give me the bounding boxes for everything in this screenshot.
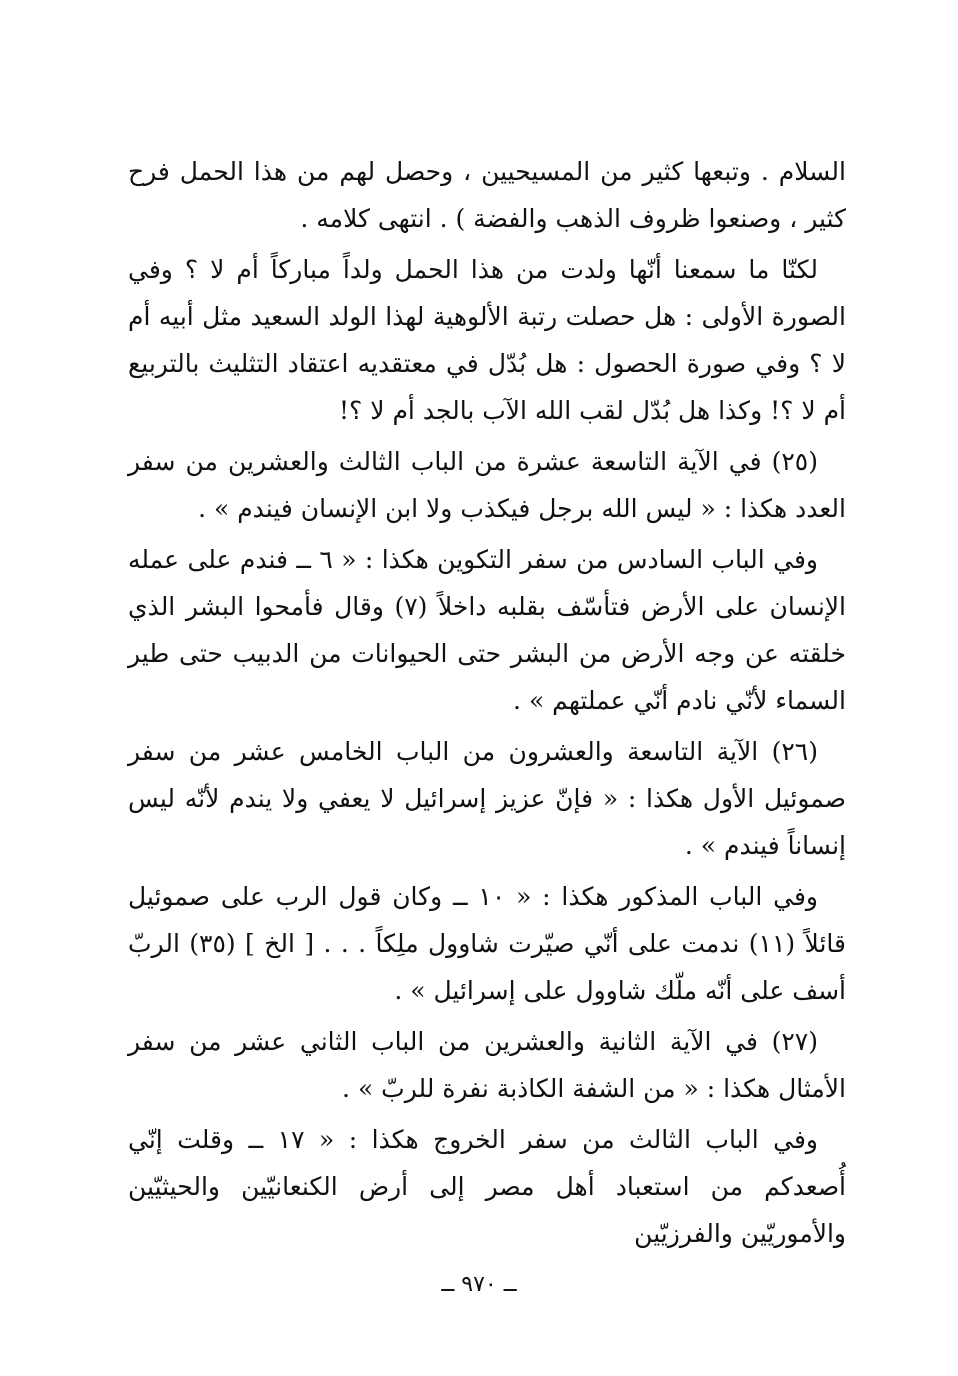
paragraph-7: (٢٧) في الآية الثانية والعشرين من الباب الثاني عشر من سفر الأمثال هكذا : « من الشفة الكاذبة نفرة للربّ » . xyxy=(128,1027,846,1103)
paragraph-3: (٢٥) في الآية التاسعة عشرة من الباب الثالث والعشرين من سفر العدد هكذا : « ليس الله برجل فيكذب ولا ابن الإنسان فيندم » . xyxy=(128,447,846,523)
paragraph-1: السلام . وتبعها كثير من المسيحيين ، وحصل لهم من هذا الحمل فرح كثير ، وصنعوا ظروف الذهب والفضة ) . انتهى كلامه . xyxy=(128,157,846,233)
paragraph-5: (٢٦) الآية التاسعة والعشرون من الباب الخامس عشر من سفر صموئيل الأول هكذا : « فإنّ عزيز إسرائيل لا يعفي ولا يندم لأنّه ليس إنساناً فيندم » . xyxy=(128,737,846,860)
paragraph-6: وفي الباب المذكور هكذا : « ١٠ ــ وكان قول الرب على صموئيل قائلاً (١١) ندمت على أنّي صيّرت شاوول ملِكاً . . . [ الخ ] (٣٥) الربّ أسف على أنّه ملّك شاوول على إسرائيل » . xyxy=(128,882,846,1005)
paragraph-2: لكنّا ما سمعنا أنّها ولدت من هذا الحمل ولداً مباركاً أم لا ؟ وفي الصورة الأولى : هل حصلت رتبة الألوهية لهذا الولد السعيد مثل أبيه أم لا ؟ وفي صورة الحصول : هل بُدّل في معتقديه اعتقاد التثليث بالتربيع أم لا ؟! وكذا هل بُدّل لقب الله الآب بالجد أم لا ؟! xyxy=(128,255,846,425)
body-text xyxy=(128,148,846,1257)
page-number: ــ ٩٧٠ ــ xyxy=(441,1272,517,1297)
paragraph-4: وفي الباب السادس من سفر التكوين هكذا : « ٦ ــ فندم على عمله الإنسان على الأرض فتأسّف بقلبه داخلاً (٧) وقال فأمحوا البشر الذي خلقته عن وجه الأرض من البشر حتى الحيوانات من الدبيب حتى طير السماء لأنّي نادم أنّي عملتهم » . xyxy=(128,545,846,715)
paragraph-8: وفي الباب الثالث من سفر الخروج هكذا : « ١٧ ــ وقلت إنّي أُصعدكم من استعباد أهل مصر إلى أرض الكنعانيّين والحيثيّين والأموريّين والفرزيّين xyxy=(128,1125,846,1248)
